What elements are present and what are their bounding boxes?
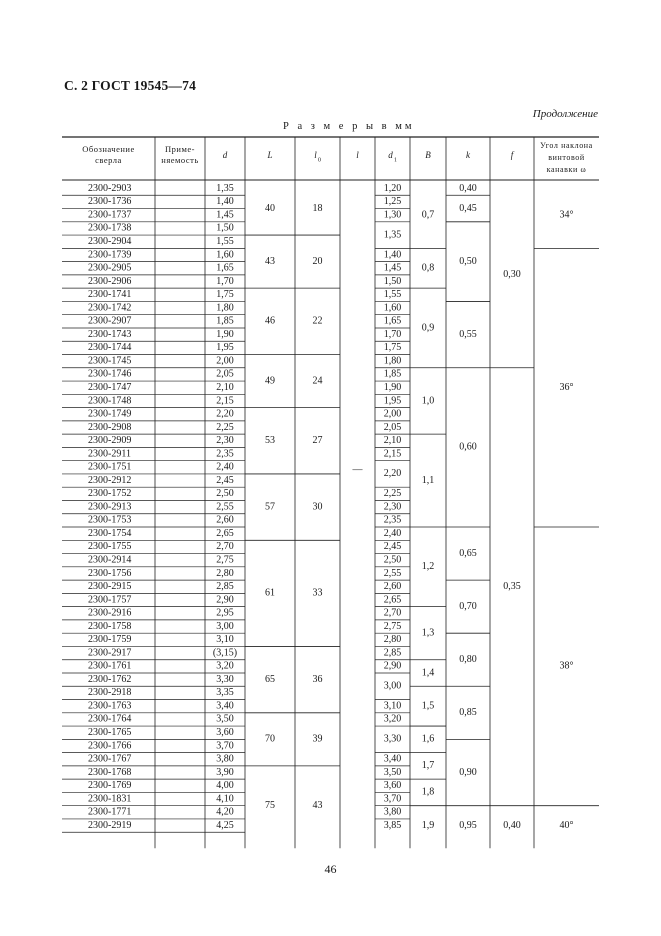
row-designation: 2300-2914 — [88, 554, 132, 566]
row-d: 3,20 — [216, 660, 234, 672]
header-angle: Угол наклона — [540, 140, 593, 150]
group-d1: 2,85 — [383, 647, 402, 659]
group-d1: 2,65 — [383, 594, 402, 606]
group-d1: 1,45 — [383, 262, 402, 274]
row-designation: 2300-1747 — [88, 381, 132, 393]
header-B: B — [425, 150, 431, 161]
page-number: 46 — [324, 862, 337, 876]
row-d: 4,10 — [216, 793, 234, 805]
group-B: 0,8 — [421, 262, 435, 274]
group-d1: 2,30 — [383, 501, 402, 513]
group-d1: 2,40 — [383, 527, 402, 539]
row-d: 1,90 — [216, 328, 234, 340]
row-d: 2,15 — [216, 395, 234, 407]
group-l0: 27 — [312, 435, 323, 447]
group-B: 1,2 — [421, 561, 435, 573]
row-designation: 2300-1764 — [88, 713, 132, 725]
group-l0: 24 — [312, 375, 323, 387]
row-d: 2,85 — [216, 581, 234, 593]
row-d: 2,80 — [216, 567, 234, 579]
row-designation: 2300-1768 — [88, 766, 132, 778]
group-B: 1,7 — [421, 760, 435, 772]
group-d1: 1,25 — [383, 196, 402, 208]
group-d1: 3,40 — [383, 753, 402, 765]
row-d: 2,40 — [216, 461, 234, 473]
group-d1: 2,70 — [383, 607, 402, 619]
header-k: k — [466, 150, 470, 161]
group-d1: 1,65 — [383, 315, 402, 327]
row-designation: 2300-1736 — [88, 196, 132, 208]
group-B: 1,5 — [421, 700, 435, 712]
row-designation: 2300-1749 — [88, 408, 132, 420]
row-d: 3,50 — [216, 713, 234, 725]
row-d: 2,05 — [216, 368, 234, 380]
header-l: l — [356, 150, 359, 161]
row-d: 1,60 — [216, 249, 234, 261]
group-l0: 39 — [312, 733, 323, 745]
row-designation: 2300-1758 — [88, 620, 132, 632]
group-d1: 1,60 — [383, 302, 402, 314]
row-designation: 2300-1746 — [88, 368, 132, 380]
group-d1: 1,30 — [383, 209, 402, 221]
group-d1: 2,50 — [383, 554, 402, 566]
group-d1: 3,00 — [383, 680, 402, 692]
group-d1: 2,35 — [383, 514, 402, 526]
group-B: 1,4 — [421, 667, 435, 679]
row-designation: 2300-1744 — [88, 342, 132, 354]
row-d: 3,40 — [216, 700, 234, 712]
row-designation: 2300-2915 — [88, 581, 132, 593]
group-B: 1,0 — [421, 395, 435, 407]
row-designation: 2300-2907 — [88, 315, 132, 327]
group-angle: 36° — [559, 381, 574, 393]
group-L: 75 — [265, 799, 275, 811]
group-d1: 1,20 — [383, 182, 402, 194]
row-designation: 2300-2913 — [88, 501, 132, 513]
group-d1: 2,55 — [383, 567, 402, 579]
row-designation: 2300-1766 — [88, 740, 132, 752]
row-designation: 2300-1769 — [88, 780, 132, 792]
group-d1: 3,85 — [383, 819, 402, 831]
row-designation: 2300-2904 — [88, 236, 132, 248]
header-l0-sub: 0 — [318, 157, 321, 164]
page-heading: С. 2 ГОСТ 19545—74 — [64, 78, 197, 93]
row-designation: 2300-1738 — [88, 222, 132, 234]
group-f: 0,40 — [503, 819, 521, 831]
row-designation: 2300-2912 — [88, 474, 132, 486]
row-d: 2,70 — [216, 541, 234, 553]
group-d1: 1,80 — [383, 355, 402, 367]
header-f: f — [510, 150, 514, 161]
group-d1: 2,00 — [383, 408, 402, 420]
group-angle: 40° — [559, 819, 574, 831]
header-applicability: няемость — [161, 154, 199, 165]
row-designation: 2300-1759 — [88, 634, 132, 646]
group-k: 0,95 — [459, 819, 477, 831]
row-d: 1,55 — [216, 236, 234, 248]
group-B: 1,6 — [421, 733, 435, 745]
group-L: 70 — [265, 733, 275, 745]
row-designation: 2300-1742 — [88, 302, 132, 314]
row-d: 2,50 — [216, 488, 234, 500]
group-d1: 2,10 — [383, 435, 402, 447]
row-d: 2,25 — [216, 421, 234, 433]
row-designation: 2300-1767 — [88, 753, 132, 765]
group-d1: 1,35 — [383, 229, 402, 241]
continued-note: Продолжение — [532, 108, 598, 120]
group-d1: 1,95 — [383, 395, 402, 407]
group-k: 0,45 — [459, 202, 477, 214]
row-d: 2,55 — [216, 501, 234, 513]
row-designation: 2300-1755 — [88, 541, 132, 553]
row-designation: 2300-2909 — [88, 435, 132, 447]
row-designation: 2300-1762 — [88, 673, 132, 685]
group-k: 0,85 — [459, 707, 477, 719]
group-d1: 2,25 — [383, 488, 402, 500]
row-designation: 2300-1757 — [88, 594, 132, 606]
group-B: 0,7 — [421, 209, 435, 221]
row-designation: 2300-2917 — [88, 647, 132, 659]
row-d: 4,00 — [216, 780, 234, 792]
group-d1: 1,50 — [383, 275, 402, 287]
header-d: d — [222, 150, 228, 161]
group-l0: 33 — [312, 587, 323, 599]
group-d1: 1,90 — [383, 381, 402, 393]
row-designation: 2300-1741 — [88, 289, 132, 301]
group-B: 1,9 — [421, 819, 435, 831]
group-d1: 3,30 — [383, 733, 402, 745]
row-designation: 2300-2903 — [88, 182, 132, 194]
group-l: — — [352, 464, 363, 476]
header-designation: Обозначение — [82, 143, 135, 154]
group-L: 53 — [265, 435, 275, 447]
group-L: 61 — [265, 587, 275, 599]
row-d: 3,00 — [216, 620, 234, 632]
group-d1: 2,60 — [383, 581, 402, 593]
header-l0: l — [314, 150, 317, 161]
group-f: 0,35 — [503, 581, 521, 593]
row-d: 3,70 — [216, 740, 234, 752]
row-d: 4,25 — [216, 819, 234, 831]
row-d: 2,20 — [216, 408, 234, 420]
group-k: 0,40 — [459, 182, 477, 194]
row-d: 1,70 — [216, 275, 234, 287]
row-d: 2,95 — [216, 607, 234, 619]
row-designation: 2300-2906 — [88, 275, 132, 287]
row-d: 2,30 — [216, 435, 234, 447]
sizes-caption: Р а з м е р ы в мм — [283, 121, 415, 132]
row-d: (3,15) — [212, 647, 238, 659]
row-designation: 2300-1748 — [88, 395, 132, 407]
row-d: 2,35 — [216, 448, 234, 460]
group-B: 1,3 — [421, 627, 435, 639]
row-designation: 2300-2918 — [88, 687, 132, 699]
group-angle: 34° — [559, 209, 574, 221]
group-d1: 3,20 — [383, 713, 402, 725]
group-k: 0,55 — [459, 328, 477, 340]
row-d: 1,40 — [216, 196, 234, 208]
group-B: 1,1 — [421, 474, 435, 486]
group-l0: 18 — [312, 202, 323, 214]
group-d1: 2,90 — [383, 660, 402, 672]
row-d: 2,10 — [216, 381, 234, 393]
group-d1: 2,15 — [383, 448, 402, 460]
row-designation: 2300-1761 — [88, 660, 132, 672]
group-l0: 30 — [312, 501, 323, 513]
row-designation: 2300-1756 — [88, 567, 132, 579]
row-designation: 2300-1763 — [88, 700, 132, 712]
row-d: 1,85 — [216, 315, 234, 327]
row-d: 2,65 — [216, 527, 234, 539]
group-k: 0,70 — [459, 600, 477, 612]
row-d: 1,80 — [216, 302, 234, 314]
row-d: 1,50 — [216, 222, 234, 234]
row-d: 1,35 — [216, 182, 234, 194]
header-L: L — [267, 150, 273, 161]
row-designation: 2300-1765 — [88, 727, 132, 739]
group-B: 1,8 — [421, 786, 435, 798]
group-d1: 3,80 — [383, 806, 402, 818]
row-d: 1,95 — [216, 342, 234, 354]
row-designation: 2300-1754 — [88, 527, 132, 539]
row-d: 3,10 — [216, 634, 234, 646]
row-d: 2,60 — [216, 514, 234, 526]
row-designation: 2300-2919 — [88, 819, 132, 831]
group-k: 0,60 — [459, 441, 477, 453]
row-designation: 2300-2911 — [88, 448, 131, 460]
row-designation: 2300-1771 — [88, 806, 132, 818]
row-d: 2,90 — [216, 594, 234, 606]
group-d1: 2,80 — [383, 634, 402, 646]
group-L: 46 — [265, 315, 275, 327]
header-angle: винтовой — [548, 152, 585, 162]
group-d1: 1,40 — [383, 249, 402, 261]
group-d1: 2,20 — [383, 468, 402, 480]
group-L: 49 — [265, 375, 275, 387]
row-designation: 2300-1743 — [88, 328, 132, 340]
row-d: 4,20 — [216, 806, 234, 818]
header-d1-sub: 1 — [394, 157, 397, 164]
group-l0: 22 — [312, 315, 323, 327]
group-angle: 38° — [559, 660, 574, 672]
group-k: 0,90 — [459, 766, 477, 778]
row-d: 3,80 — [216, 753, 234, 765]
row-d: 3,60 — [216, 727, 234, 739]
row-designation: 2300-2916 — [88, 607, 132, 619]
row-d: 3,90 — [216, 766, 234, 778]
row-designation: 2300-1745 — [88, 355, 132, 367]
group-l0: 20 — [312, 255, 323, 267]
row-d: 1,75 — [216, 289, 234, 301]
group-d1: 3,10 — [383, 700, 402, 712]
row-d: 3,30 — [216, 673, 234, 685]
row-designation: 2300-2908 — [88, 421, 132, 433]
row-d: 1,45 — [216, 209, 234, 221]
group-d1: 1,75 — [383, 342, 402, 354]
row-d: 2,00 — [216, 355, 234, 367]
group-d1: 3,50 — [383, 766, 402, 778]
row-d: 2,45 — [216, 474, 234, 486]
group-d1: 1,70 — [383, 328, 402, 340]
header-d1: d — [388, 150, 393, 161]
group-d1: 1,55 — [383, 289, 402, 301]
header-applicability: Приме- — [165, 143, 195, 154]
group-L: 43 — [265, 255, 275, 267]
group-l0: 36 — [312, 673, 323, 685]
group-l0: 43 — [312, 799, 323, 811]
row-designation: 2300-1752 — [88, 488, 132, 500]
group-L: 40 — [265, 202, 275, 214]
group-d1: 2,45 — [383, 541, 402, 553]
row-designation: 2300-1739 — [88, 249, 132, 261]
group-k: 0,80 — [459, 654, 477, 666]
row-d: 1,65 — [216, 262, 234, 274]
header-angle: канавки ω — [546, 164, 587, 174]
group-f: 0,30 — [503, 269, 521, 281]
group-L: 65 — [265, 673, 275, 685]
row-designation: 2300-1831 — [88, 793, 132, 805]
group-d1: 2,05 — [383, 421, 402, 433]
row-designation: 2300-1751 — [88, 461, 132, 473]
row-d: 2,75 — [216, 554, 234, 566]
group-B: 0,9 — [421, 322, 435, 334]
group-d1: 3,70 — [383, 793, 402, 805]
group-k: 0,65 — [459, 547, 477, 559]
header-designation: сверла — [95, 154, 122, 165]
row-designation: 2300-1737 — [88, 209, 132, 221]
row-designation: 2300-2905 — [88, 262, 132, 274]
group-d1: 3,60 — [383, 780, 402, 792]
group-d1: 2,75 — [383, 620, 402, 632]
group-L: 57 — [265, 501, 275, 513]
group-d1: 1,85 — [383, 368, 402, 380]
group-k: 0,50 — [459, 255, 477, 267]
row-designation: 2300-1753 — [88, 514, 132, 526]
row-d: 3,35 — [216, 687, 234, 699]
